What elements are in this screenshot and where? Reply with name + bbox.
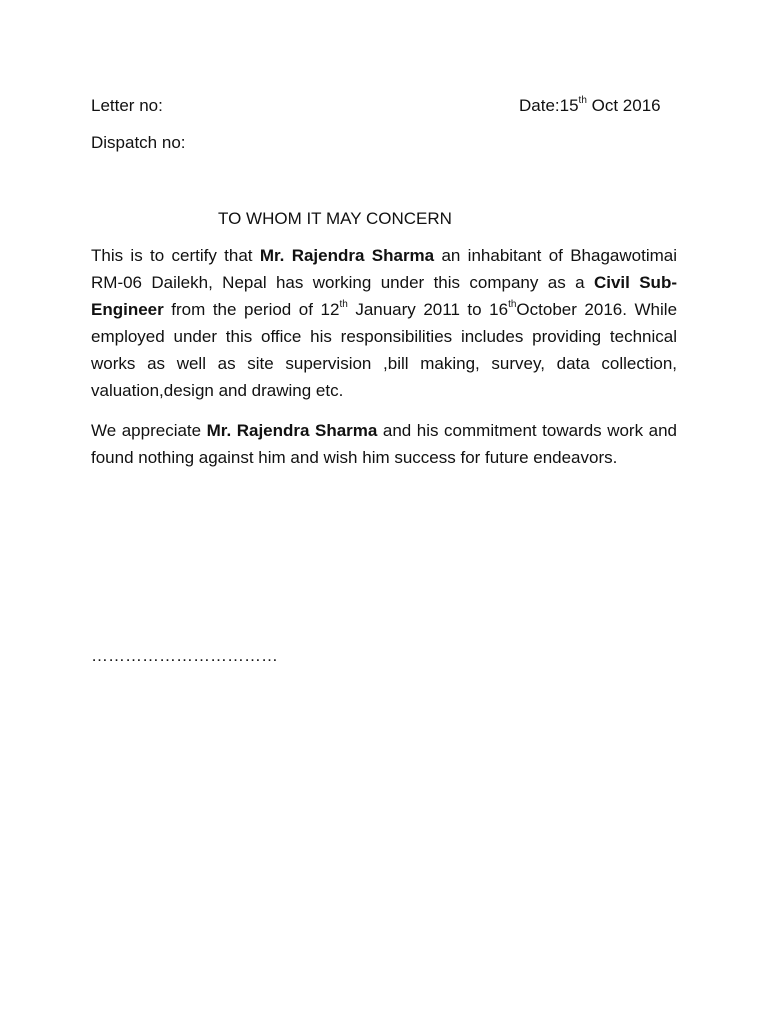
para1-text-2: an inhabitant of Bhagawotimai RM-06 Dailekh, Nepal has working under this company as a xyxy=(91,246,677,292)
signature-line: …………………………… xyxy=(91,646,278,665)
para1-text-5: October 2016. While employed under this office his responsibilities includes providing technical works as well as site supervision ,bill making, survey, data collection, valuation,design and drawing etc. xyxy=(91,300,678,400)
start-date-ordinal: th xyxy=(339,299,348,310)
letter-number-label: Letter no: xyxy=(91,96,163,115)
employee-position: Civil Sub- Engineer xyxy=(91,273,677,319)
certification-paragraph xyxy=(91,242,677,404)
date-ordinal: th xyxy=(578,95,587,106)
date-prefix: Date:15 xyxy=(519,96,579,115)
letter-title: TO WHOM IT MAY CONCERN xyxy=(218,209,452,228)
employee-name-2: Mr. Rajendra Sharma xyxy=(206,421,378,440)
employee-name: Mr. Rajendra Sharma xyxy=(259,246,435,265)
letter-date xyxy=(519,97,661,114)
date-suffix: Oct 2016 xyxy=(586,96,661,115)
para1-text-4: January 2011 to 16 xyxy=(347,300,509,319)
appreciation-paragraph xyxy=(91,417,677,471)
para1-text-3: from the period of 12 xyxy=(163,300,340,319)
para2-text-1: We appreciate xyxy=(91,421,207,440)
para1-text-1: This is to certify that xyxy=(91,246,260,265)
dispatch-number-label: Dispatch no: xyxy=(91,133,186,152)
para2-text-2: and his commitment towards work and found nothing against him and wish him success for future endeavors. xyxy=(91,421,677,467)
end-date-ordinal: th xyxy=(508,299,517,310)
